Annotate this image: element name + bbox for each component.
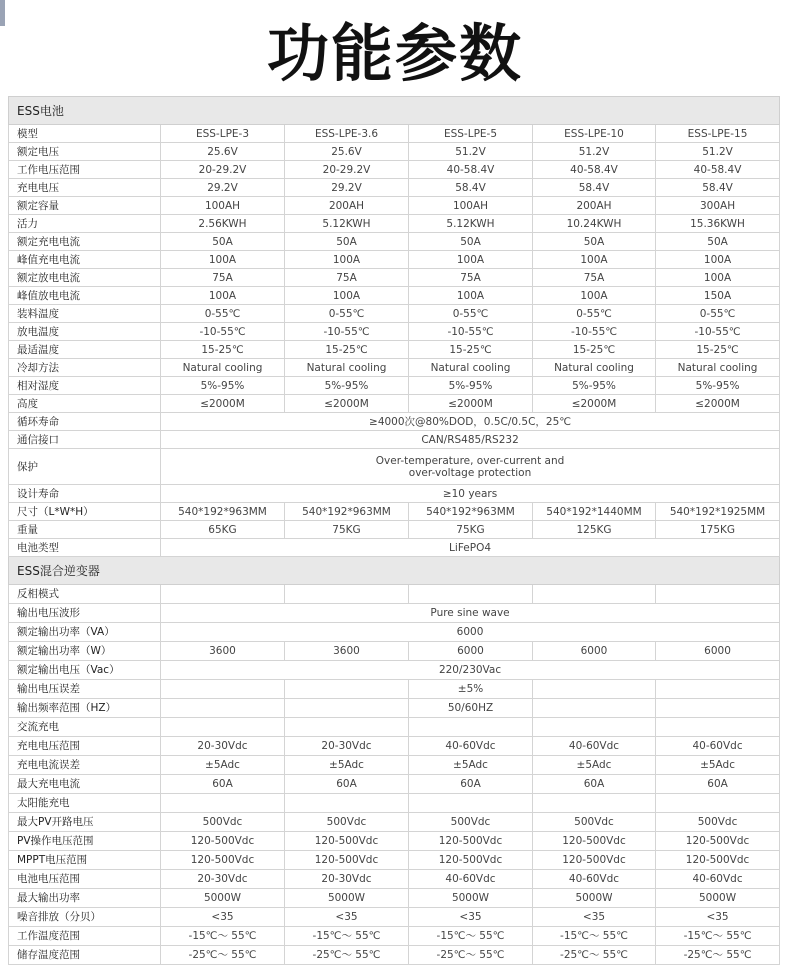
spec-value: 60A bbox=[161, 775, 285, 794]
spec-row bbox=[9, 775, 780, 794]
spec-value: 29.2V bbox=[285, 179, 409, 197]
row-label: 充电电压 bbox=[9, 179, 161, 197]
spec-value: 40-60Vdc bbox=[409, 737, 533, 756]
ac-charge-row bbox=[9, 718, 780, 737]
spec-row bbox=[9, 359, 780, 377]
spec-value: 75A bbox=[161, 269, 285, 287]
spec-row bbox=[9, 889, 780, 908]
model-name: ESS-LPE-10 bbox=[533, 125, 656, 143]
row-label: 工作温度范围 bbox=[9, 927, 161, 946]
spec-value: ±5Adc bbox=[656, 756, 780, 775]
spec-value: 40-58.4V bbox=[533, 161, 656, 179]
row-label: 最适温度 bbox=[9, 341, 161, 359]
spec-value: 40-60Vdc bbox=[533, 737, 656, 756]
row-label: 工作电压范围 bbox=[9, 161, 161, 179]
row-label: 峰值放电电流 bbox=[9, 287, 161, 305]
size-row bbox=[9, 503, 780, 521]
spec-value: 60A bbox=[656, 775, 780, 794]
protection-value bbox=[161, 449, 780, 485]
rated-w-value: 6000 bbox=[656, 642, 780, 661]
spec-row bbox=[9, 870, 780, 889]
spec-row bbox=[9, 305, 780, 323]
spec-value: -15℃～ 55℃ bbox=[285, 927, 409, 946]
row-label: MPPT电压范围 bbox=[9, 851, 161, 870]
spec-value: 5000W bbox=[285, 889, 409, 908]
row-label: 模型 bbox=[9, 125, 161, 143]
spec-value: 75A bbox=[409, 269, 533, 287]
spec-value: 0-55℃ bbox=[533, 305, 656, 323]
spec-value: 5.12KWH bbox=[409, 215, 533, 233]
waveform-value: Pure sine wave bbox=[161, 604, 780, 623]
spec-row bbox=[9, 756, 780, 775]
spec-row bbox=[9, 813, 780, 832]
weight-value: 65KG bbox=[161, 521, 285, 539]
spec-value: ≤2000M bbox=[533, 395, 656, 413]
rated-w-value: 3600 bbox=[161, 642, 285, 661]
spec-row bbox=[9, 215, 780, 233]
waveform-row bbox=[9, 604, 780, 623]
rated-w-value: 6000 bbox=[533, 642, 656, 661]
spec-value: 58.4V bbox=[656, 179, 780, 197]
spec-value: ±5Adc bbox=[285, 756, 409, 775]
row-label: 额定容量 bbox=[9, 197, 161, 215]
spec-row bbox=[9, 287, 780, 305]
rated-w-value: 6000 bbox=[409, 642, 533, 661]
spec-value: 25.6V bbox=[285, 143, 409, 161]
spec-value: 100A bbox=[285, 251, 409, 269]
spec-value: 50A bbox=[161, 233, 285, 251]
size-value: 540*192*1440MM bbox=[533, 503, 656, 521]
size-value: 540*192*963MM bbox=[285, 503, 409, 521]
spec-row bbox=[9, 161, 780, 179]
spec-value: 50A bbox=[285, 233, 409, 251]
spec-row bbox=[9, 341, 780, 359]
spec-value: -10-55℃ bbox=[533, 323, 656, 341]
spec-value: 100A bbox=[656, 269, 780, 287]
inverter-section-title: ESS混合逆变器 bbox=[9, 557, 780, 585]
spec-row bbox=[9, 832, 780, 851]
row-label: 噪音排放（分贝） bbox=[9, 908, 161, 927]
spec-value: 15.36KWH bbox=[656, 215, 780, 233]
spec-value: 0-55℃ bbox=[161, 305, 285, 323]
rated-va-value: 6000 bbox=[161, 623, 780, 642]
spec-value: 100AH bbox=[409, 197, 533, 215]
spec-value: 200AH bbox=[285, 197, 409, 215]
design-life-row bbox=[9, 485, 780, 503]
spec-value: Natural cooling bbox=[161, 359, 285, 377]
spec-value: 40-58.4V bbox=[656, 161, 780, 179]
spec-row bbox=[9, 269, 780, 287]
row-label: PV操作电压范围 bbox=[9, 832, 161, 851]
comm-value: CAN/RS485/RS232 bbox=[161, 431, 780, 449]
weight-value: 75KG bbox=[285, 521, 409, 539]
spec-value: Natural cooling bbox=[409, 359, 533, 377]
cell-type-row bbox=[9, 539, 780, 557]
spec-value: 5%-95% bbox=[161, 377, 285, 395]
rated-w-value: 3600 bbox=[285, 642, 409, 661]
spec-value: 100A bbox=[285, 287, 409, 305]
model-name: ESS-LPE-3.6 bbox=[285, 125, 409, 143]
row-label: 充电电流误差 bbox=[9, 756, 161, 775]
spec-value: <35 bbox=[161, 908, 285, 927]
spec-row bbox=[9, 233, 780, 251]
spec-value: -15℃～ 55℃ bbox=[533, 927, 656, 946]
voltage-error-value: ±5% bbox=[409, 680, 533, 699]
spec-value: 120-500Vdc bbox=[533, 851, 656, 870]
row-label: 储存温度范围 bbox=[9, 946, 161, 965]
spec-value: -25℃～ 55℃ bbox=[161, 946, 285, 965]
spec-value: 40-60Vdc bbox=[656, 870, 780, 889]
row-label: 保护 bbox=[9, 449, 161, 485]
model-name: ESS-LPE-3 bbox=[161, 125, 285, 143]
weight-value: 125KG bbox=[533, 521, 656, 539]
row-label: 重量 bbox=[9, 521, 161, 539]
inverter-section-header bbox=[9, 557, 780, 585]
spec-value: 10.24KWH bbox=[533, 215, 656, 233]
spec-value: 15-25℃ bbox=[656, 341, 780, 359]
battery-section-header bbox=[9, 97, 780, 125]
spec-value: ≤2000M bbox=[656, 395, 780, 413]
model-header-row bbox=[9, 125, 780, 143]
spec-value: Natural cooling bbox=[285, 359, 409, 377]
spec-value: 150A bbox=[656, 287, 780, 305]
rated-vac-value: 220/230Vac bbox=[161, 661, 780, 680]
row-label: 最大PV开路电压 bbox=[9, 813, 161, 832]
spec-row bbox=[9, 143, 780, 161]
spec-value: 0-55℃ bbox=[285, 305, 409, 323]
spec-value: 5000W bbox=[409, 889, 533, 908]
spec-value: 120-500Vdc bbox=[409, 832, 533, 851]
rated-va-row bbox=[9, 623, 780, 642]
solar-charge-rows bbox=[9, 813, 780, 965]
spec-value: 15-25℃ bbox=[285, 341, 409, 359]
spec-row bbox=[9, 946, 780, 965]
spec-value: 100A bbox=[161, 287, 285, 305]
spec-value: 40-60Vdc bbox=[409, 870, 533, 889]
spec-row bbox=[9, 251, 780, 269]
spec-value: 40-58.4V bbox=[409, 161, 533, 179]
row-label: 尺寸（L*W*H） bbox=[9, 503, 161, 521]
row-label: 额定输出电压（Vac） bbox=[9, 661, 161, 680]
spec-value: 5000W bbox=[533, 889, 656, 908]
spec-value: 300AH bbox=[656, 197, 780, 215]
row-label: 循环寿命 bbox=[9, 413, 161, 431]
spec-value: ±5Adc bbox=[533, 756, 656, 775]
spec-value: 120-500Vdc bbox=[285, 832, 409, 851]
spec-value: 60A bbox=[533, 775, 656, 794]
spec-value: 20-30Vdc bbox=[161, 870, 285, 889]
spec-value: <35 bbox=[409, 908, 533, 927]
weight-value: 175KG bbox=[656, 521, 780, 539]
spec-value: 51.2V bbox=[409, 143, 533, 161]
spec-value: 100A bbox=[533, 287, 656, 305]
row-label: 电池电压范围 bbox=[9, 870, 161, 889]
spec-value: 500Vdc bbox=[285, 813, 409, 832]
spec-value: 40-60Vdc bbox=[656, 737, 780, 756]
row-label: 峰值充电电流 bbox=[9, 251, 161, 269]
spec-value: ±5Adc bbox=[409, 756, 533, 775]
spec-value: 100A bbox=[409, 251, 533, 269]
spec-value: Natural cooling bbox=[533, 359, 656, 377]
spec-value: 200AH bbox=[533, 197, 656, 215]
size-value: 540*192*963MM bbox=[161, 503, 285, 521]
spec-value: -25℃～ 55℃ bbox=[656, 946, 780, 965]
spec-row bbox=[9, 851, 780, 870]
protection-line-2: over-voltage protection bbox=[408, 466, 532, 479]
row-label: 装料温度 bbox=[9, 305, 161, 323]
frequency-row bbox=[9, 699, 780, 718]
row-label: 放电温度 bbox=[9, 323, 161, 341]
row-label: 电池类型 bbox=[9, 539, 161, 557]
spec-value: 5%-95% bbox=[656, 377, 780, 395]
spec-value: 120-500Vdc bbox=[409, 851, 533, 870]
spec-value: 0-55℃ bbox=[409, 305, 533, 323]
spec-row bbox=[9, 377, 780, 395]
spec-value: 120-500Vdc bbox=[533, 832, 656, 851]
spec-value: Natural cooling bbox=[656, 359, 780, 377]
rated-w-row bbox=[9, 642, 780, 661]
spec-value: -10-55℃ bbox=[285, 323, 409, 341]
spec-value: -15℃～ 55℃ bbox=[161, 927, 285, 946]
spec-value: 20-30Vdc bbox=[285, 870, 409, 889]
row-label: 最大充电电流 bbox=[9, 775, 161, 794]
spec-value: 51.2V bbox=[656, 143, 780, 161]
spec-value: -25℃～ 55℃ bbox=[285, 946, 409, 965]
spec-value: 50A bbox=[656, 233, 780, 251]
row-label: 输出电压误差 bbox=[9, 680, 161, 699]
spec-value: 2.56KWH bbox=[161, 215, 285, 233]
spec-value: 20-29.2V bbox=[161, 161, 285, 179]
reverse-mode-row bbox=[9, 585, 780, 604]
spec-value: -25℃～ 55℃ bbox=[533, 946, 656, 965]
protection-row bbox=[9, 449, 780, 485]
spec-row bbox=[9, 927, 780, 946]
battery-rows bbox=[9, 143, 780, 413]
spec-value: -25℃～ 55℃ bbox=[409, 946, 533, 965]
spec-value: 20-30Vdc bbox=[161, 737, 285, 756]
spec-row bbox=[9, 908, 780, 927]
spec-value: 500Vdc bbox=[533, 813, 656, 832]
row-label: 最大输出功率 bbox=[9, 889, 161, 908]
spec-value: ≤2000M bbox=[285, 395, 409, 413]
spec-value: 15-25℃ bbox=[533, 341, 656, 359]
rated-vac-row bbox=[9, 661, 780, 680]
weight-row bbox=[9, 521, 780, 539]
spec-value: ±5Adc bbox=[161, 756, 285, 775]
spec-value: 25.6V bbox=[161, 143, 285, 161]
spec-value: 20-30Vdc bbox=[285, 737, 409, 756]
row-label: 额定放电电流 bbox=[9, 269, 161, 287]
spec-value: ≤2000M bbox=[161, 395, 285, 413]
spec-value: 40-60Vdc bbox=[533, 870, 656, 889]
row-label: 额定充电电流 bbox=[9, 233, 161, 251]
battery-section-title: ESS电池 bbox=[9, 97, 780, 125]
spec-row bbox=[9, 395, 780, 413]
spec-value: 5%-95% bbox=[533, 377, 656, 395]
page-title: 功能参数 bbox=[266, 16, 523, 90]
spec-value: 58.4V bbox=[533, 179, 656, 197]
model-name: ESS-LPE-5 bbox=[409, 125, 533, 143]
row-label: 额定电压 bbox=[9, 143, 161, 161]
spec-value: 100A bbox=[533, 251, 656, 269]
row-label: 活力 bbox=[9, 215, 161, 233]
spec-value: 5%-95% bbox=[285, 377, 409, 395]
spec-value: 100A bbox=[409, 287, 533, 305]
comm-row bbox=[9, 431, 780, 449]
spec-value: 0-55℃ bbox=[656, 305, 780, 323]
spec-value: 120-500Vdc bbox=[285, 851, 409, 870]
spec-value: 500Vdc bbox=[656, 813, 780, 832]
spec-value: -10-55℃ bbox=[656, 323, 780, 341]
spec-value: <35 bbox=[533, 908, 656, 927]
spec-value: 120-500Vdc bbox=[161, 851, 285, 870]
row-label: 相对湿度 bbox=[9, 377, 161, 395]
design-life-value: ≥10 years bbox=[161, 485, 780, 503]
spec-value: 5000W bbox=[161, 889, 285, 908]
spec-value: 29.2V bbox=[161, 179, 285, 197]
spec-value: <35 bbox=[656, 908, 780, 927]
spec-value: 50A bbox=[533, 233, 656, 251]
spec-value: 100AH bbox=[161, 197, 285, 215]
spec-value: <35 bbox=[285, 908, 409, 927]
spec-value: 120-500Vdc bbox=[161, 832, 285, 851]
row-label: 通信接口 bbox=[9, 431, 161, 449]
spec-value: 500Vdc bbox=[161, 813, 285, 832]
spec-value: 60A bbox=[409, 775, 533, 794]
row-label: 输出电压波形 bbox=[9, 604, 161, 623]
spec-value: ≤2000M bbox=[409, 395, 533, 413]
row-label: 交流充电 bbox=[9, 718, 161, 737]
protection-line-1: Over-temperature, over-current and bbox=[375, 454, 565, 467]
spec-value: 5000W bbox=[656, 889, 780, 908]
ac-charge-rows bbox=[9, 737, 780, 794]
row-label: 反相模式 bbox=[9, 585, 161, 604]
spec-value: -15℃～ 55℃ bbox=[656, 927, 780, 946]
spec-row bbox=[9, 179, 780, 197]
spec-value: 60A bbox=[285, 775, 409, 794]
spec-value: 58.4V bbox=[409, 179, 533, 197]
spec-value: 15-25℃ bbox=[161, 341, 285, 359]
size-value: 540*192*963MM bbox=[409, 503, 533, 521]
spec-value: 500Vdc bbox=[409, 813, 533, 832]
row-label: 充电电压范围 bbox=[9, 737, 161, 756]
spec-value: 75A bbox=[285, 269, 409, 287]
spec-value: -10-55℃ bbox=[409, 323, 533, 341]
voltage-error-row bbox=[9, 680, 780, 699]
spec-row bbox=[9, 197, 780, 215]
spec-row bbox=[9, 737, 780, 756]
spec-value: 100A bbox=[161, 251, 285, 269]
weight-value: 75KG bbox=[409, 521, 533, 539]
spec-value: 5%-95% bbox=[409, 377, 533, 395]
row-label: 太阳能充电 bbox=[9, 794, 161, 813]
spec-value: -15℃～ 55℃ bbox=[409, 927, 533, 946]
spec-value: 120-500Vdc bbox=[656, 832, 780, 851]
row-label: 额定输出功率（VA） bbox=[9, 623, 161, 642]
spec-value: 120-500Vdc bbox=[656, 851, 780, 870]
spec-table bbox=[8, 96, 780, 965]
row-label: 高度 bbox=[9, 395, 161, 413]
spec-value: 100A bbox=[656, 251, 780, 269]
size-value: 540*192*1925MM bbox=[656, 503, 780, 521]
spec-value: 20-29.2V bbox=[285, 161, 409, 179]
row-label: 设计寿命 bbox=[9, 485, 161, 503]
row-label: 额定输出功率（W） bbox=[9, 642, 161, 661]
spec-value: 5.12KWH bbox=[285, 215, 409, 233]
spec-row bbox=[9, 323, 780, 341]
model-name: ESS-LPE-15 bbox=[656, 125, 780, 143]
spec-value: 50A bbox=[409, 233, 533, 251]
cycle-life-value: ≥4000次@80%DOD，0.5C/0.5C，25℃ bbox=[161, 413, 780, 431]
row-label: 输出频率范围（HZ） bbox=[9, 699, 161, 718]
spec-value: -10-55℃ bbox=[161, 323, 285, 341]
spec-value: 15-25℃ bbox=[409, 341, 533, 359]
row-label: 冷却方法 bbox=[9, 359, 161, 377]
cell-type-value: LiFePO4 bbox=[161, 539, 780, 557]
cycle-life-row bbox=[9, 413, 780, 431]
solar-charge-row bbox=[9, 794, 780, 813]
frequency-value: 50/60HZ bbox=[409, 699, 533, 718]
spec-value: 51.2V bbox=[533, 143, 656, 161]
spec-value: 75A bbox=[533, 269, 656, 287]
